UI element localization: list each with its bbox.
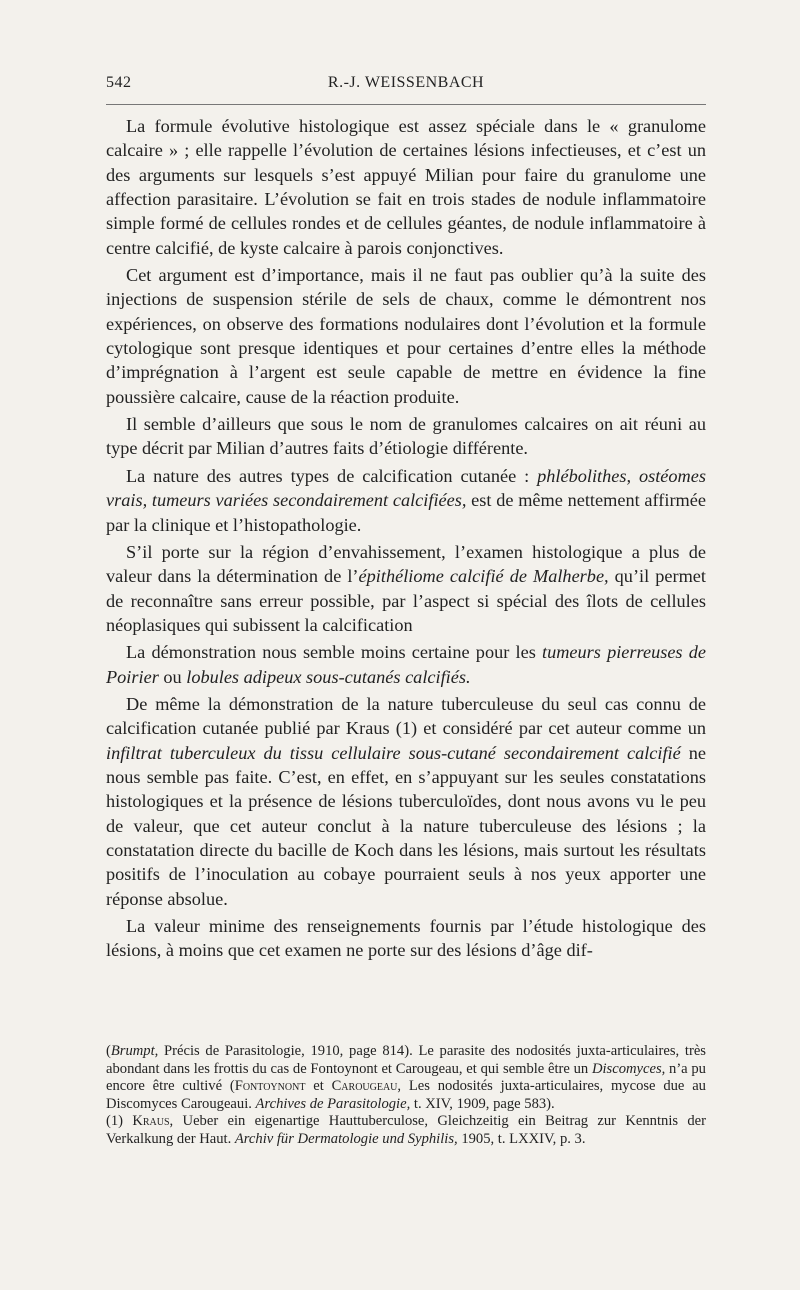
footnote-1-author: Brumpt, xyxy=(110,1043,159,1059)
paragraph-3: Il semble d’ailleurs que sous le nom de granulomes calcaires on ait réuni au type décrit par Milian d’autres faits d’étiologie différente. xyxy=(106,414,706,459)
footnote-1-part: et xyxy=(305,1078,332,1095)
paragraph-7-text-a: De même la démonstration de la nature tuberculeuse du seul cas connu de calcification cutanée publié par Kraus (1) et considéré par cet auteur comme un xyxy=(106,693,706,739)
footnote-2-journal: Archiv für Dermatologie und Syphilis, xyxy=(234,1130,458,1147)
paragraph-5-italic: épithéliome calcifié de Malherbe, xyxy=(358,566,609,587)
footnote-1-author-sc: Fontoynont xyxy=(234,1078,306,1095)
footnote-1-part: ( xyxy=(106,1043,111,1059)
paragraph-6-text-b: ou xyxy=(158,666,187,687)
footnote-2-part: 1905, t. LXXIV, p. 3. xyxy=(457,1130,586,1147)
footnote-1-part: Précis de Parasitologie, 1910, page 814). Le parasite des nodosités juxta-articulaires, très abondant dans les frottis du cas de Fontoynont et Carougeau, et qui semble être un xyxy=(106,1043,706,1077)
paragraph-5-text-b: qu’il permet de reconnaître sans erreur possible, par l’aspect si spécial des îlots de cellules néoplasiques qui subissent la calcification xyxy=(106,566,706,635)
footnote-1-journal: Archives de Parasitologie, xyxy=(255,1095,411,1112)
page-number: 542 xyxy=(106,74,132,91)
paragraph-2: Cet argument est d’importance, mais il ne faut pas oublier qu’à la suite des injections de suspension stérile de sels de chaux, comme le démontrent nos expériences, on observe des formations nodulaires dont l’évolution et la formule cytologique sont presque identiques et pour certaines d’entre elles la méthode d’imprégnation à l’argent est seule capable de mettre en évidence la fine poussière calcaire, cause de la réaction produite. xyxy=(106,265,706,407)
paragraph-6-text-a: La démonstration nous semble moins certaine pour les xyxy=(126,642,542,663)
paragraph-6-italic-b: lobules adipeux sous-cutanés calcifiés. xyxy=(186,666,471,687)
footnote-1-part: Les nodosités juxta-articulaires, mycose due au Discomyces Carougeaui. xyxy=(106,1078,706,1112)
footnote-2 xyxy=(106,1113,706,1148)
paragraph-6-italic-a: tumeurs pierreuses de Poirier xyxy=(106,642,706,687)
footnote-1 xyxy=(106,1043,706,1113)
footnote-1-genus: Discomyces, xyxy=(591,1060,666,1077)
footnote-1-part: n’a pu encore être cultivé ( xyxy=(106,1060,706,1095)
paragraph-4-text-b: est de même nettement affirmée par la clinique et l’histopathologie. xyxy=(106,490,706,535)
paragraph-4-text-a: La nature des autres types de calcification cutanée : xyxy=(126,465,538,486)
footnote-1-part: t. XIV, 1909, page 583). xyxy=(410,1095,555,1112)
header-rule xyxy=(106,104,706,105)
page-header xyxy=(106,74,706,100)
paragraph-8: La valeur minime des renseignements fournis par l’étude histologique des lésions, à moins que cet examen ne porte sur des lésions d’âge dif- xyxy=(106,916,706,961)
paragraph-7-italic: infiltrat tuberculeux du tissu cellulaire sous-cutané secondairement calcifié xyxy=(106,742,681,763)
paragraph-4-italic: phlébolithes, ostéomes vrais, tumeurs variées secondairement calcifiées, xyxy=(106,465,706,511)
paragraph-5 xyxy=(106,540,706,637)
paragraph-1: La formule évolutive histologique est assez spéciale dans le « granulome calcaire » ; elle rappelle l’évolution de certaines lésions infectieuses, et c’est un des arguments sur lesquels s’est appuyé Milian pour faire du granulome une affection parasitaire. L’évolution se fait en trois stades de nodule inflammatoire simple formé de cellules rondes et de cellules géantes, de nodule inflammatoire à centre calcifié, de kyste calcaire à parois conjonctives. xyxy=(106,116,706,258)
body-text xyxy=(106,114,706,963)
footnote-1-author-sc: Carougeau, xyxy=(331,1078,402,1095)
paragraph-5-text-a: S’il porte sur la région d’envahissement, l’examen histologique a plus de valeur dans la détermination de l’ xyxy=(106,541,706,587)
running-title: R.-J. WEISSENBACH xyxy=(327,74,485,91)
footnote-2-author-sc: Kraus, xyxy=(132,1113,174,1130)
footnotes xyxy=(106,1043,706,1149)
paragraph-4 xyxy=(106,464,706,537)
footnote-2-part: Ueber ein eigenartige Hauttuberculose, Gleichzeitig ein Beitrag zur Kenntnis der Verkalkung der Haut. xyxy=(106,1113,707,1147)
paragraph-6 xyxy=(106,640,706,689)
footnote-2-marker: (1) xyxy=(106,1113,133,1130)
paragraph-7-text-b: ne nous semble pas faite. C’est, en effet, en s’appuyant sur les seules constatations histologiques et la présence de lésions tuberculoïdes, dont nous avons vu le peu de valeur, que cet auteur conclut à la nature tuberculeuse des lésions ; la constatation directe du bacille de Koch dans les lésions, mais surtout les résultats positifs de l’inoculation au cobaye pourraient seuls à nos yeux apporter une réponse absolue. xyxy=(106,742,707,909)
paragraph-7 xyxy=(106,692,706,911)
